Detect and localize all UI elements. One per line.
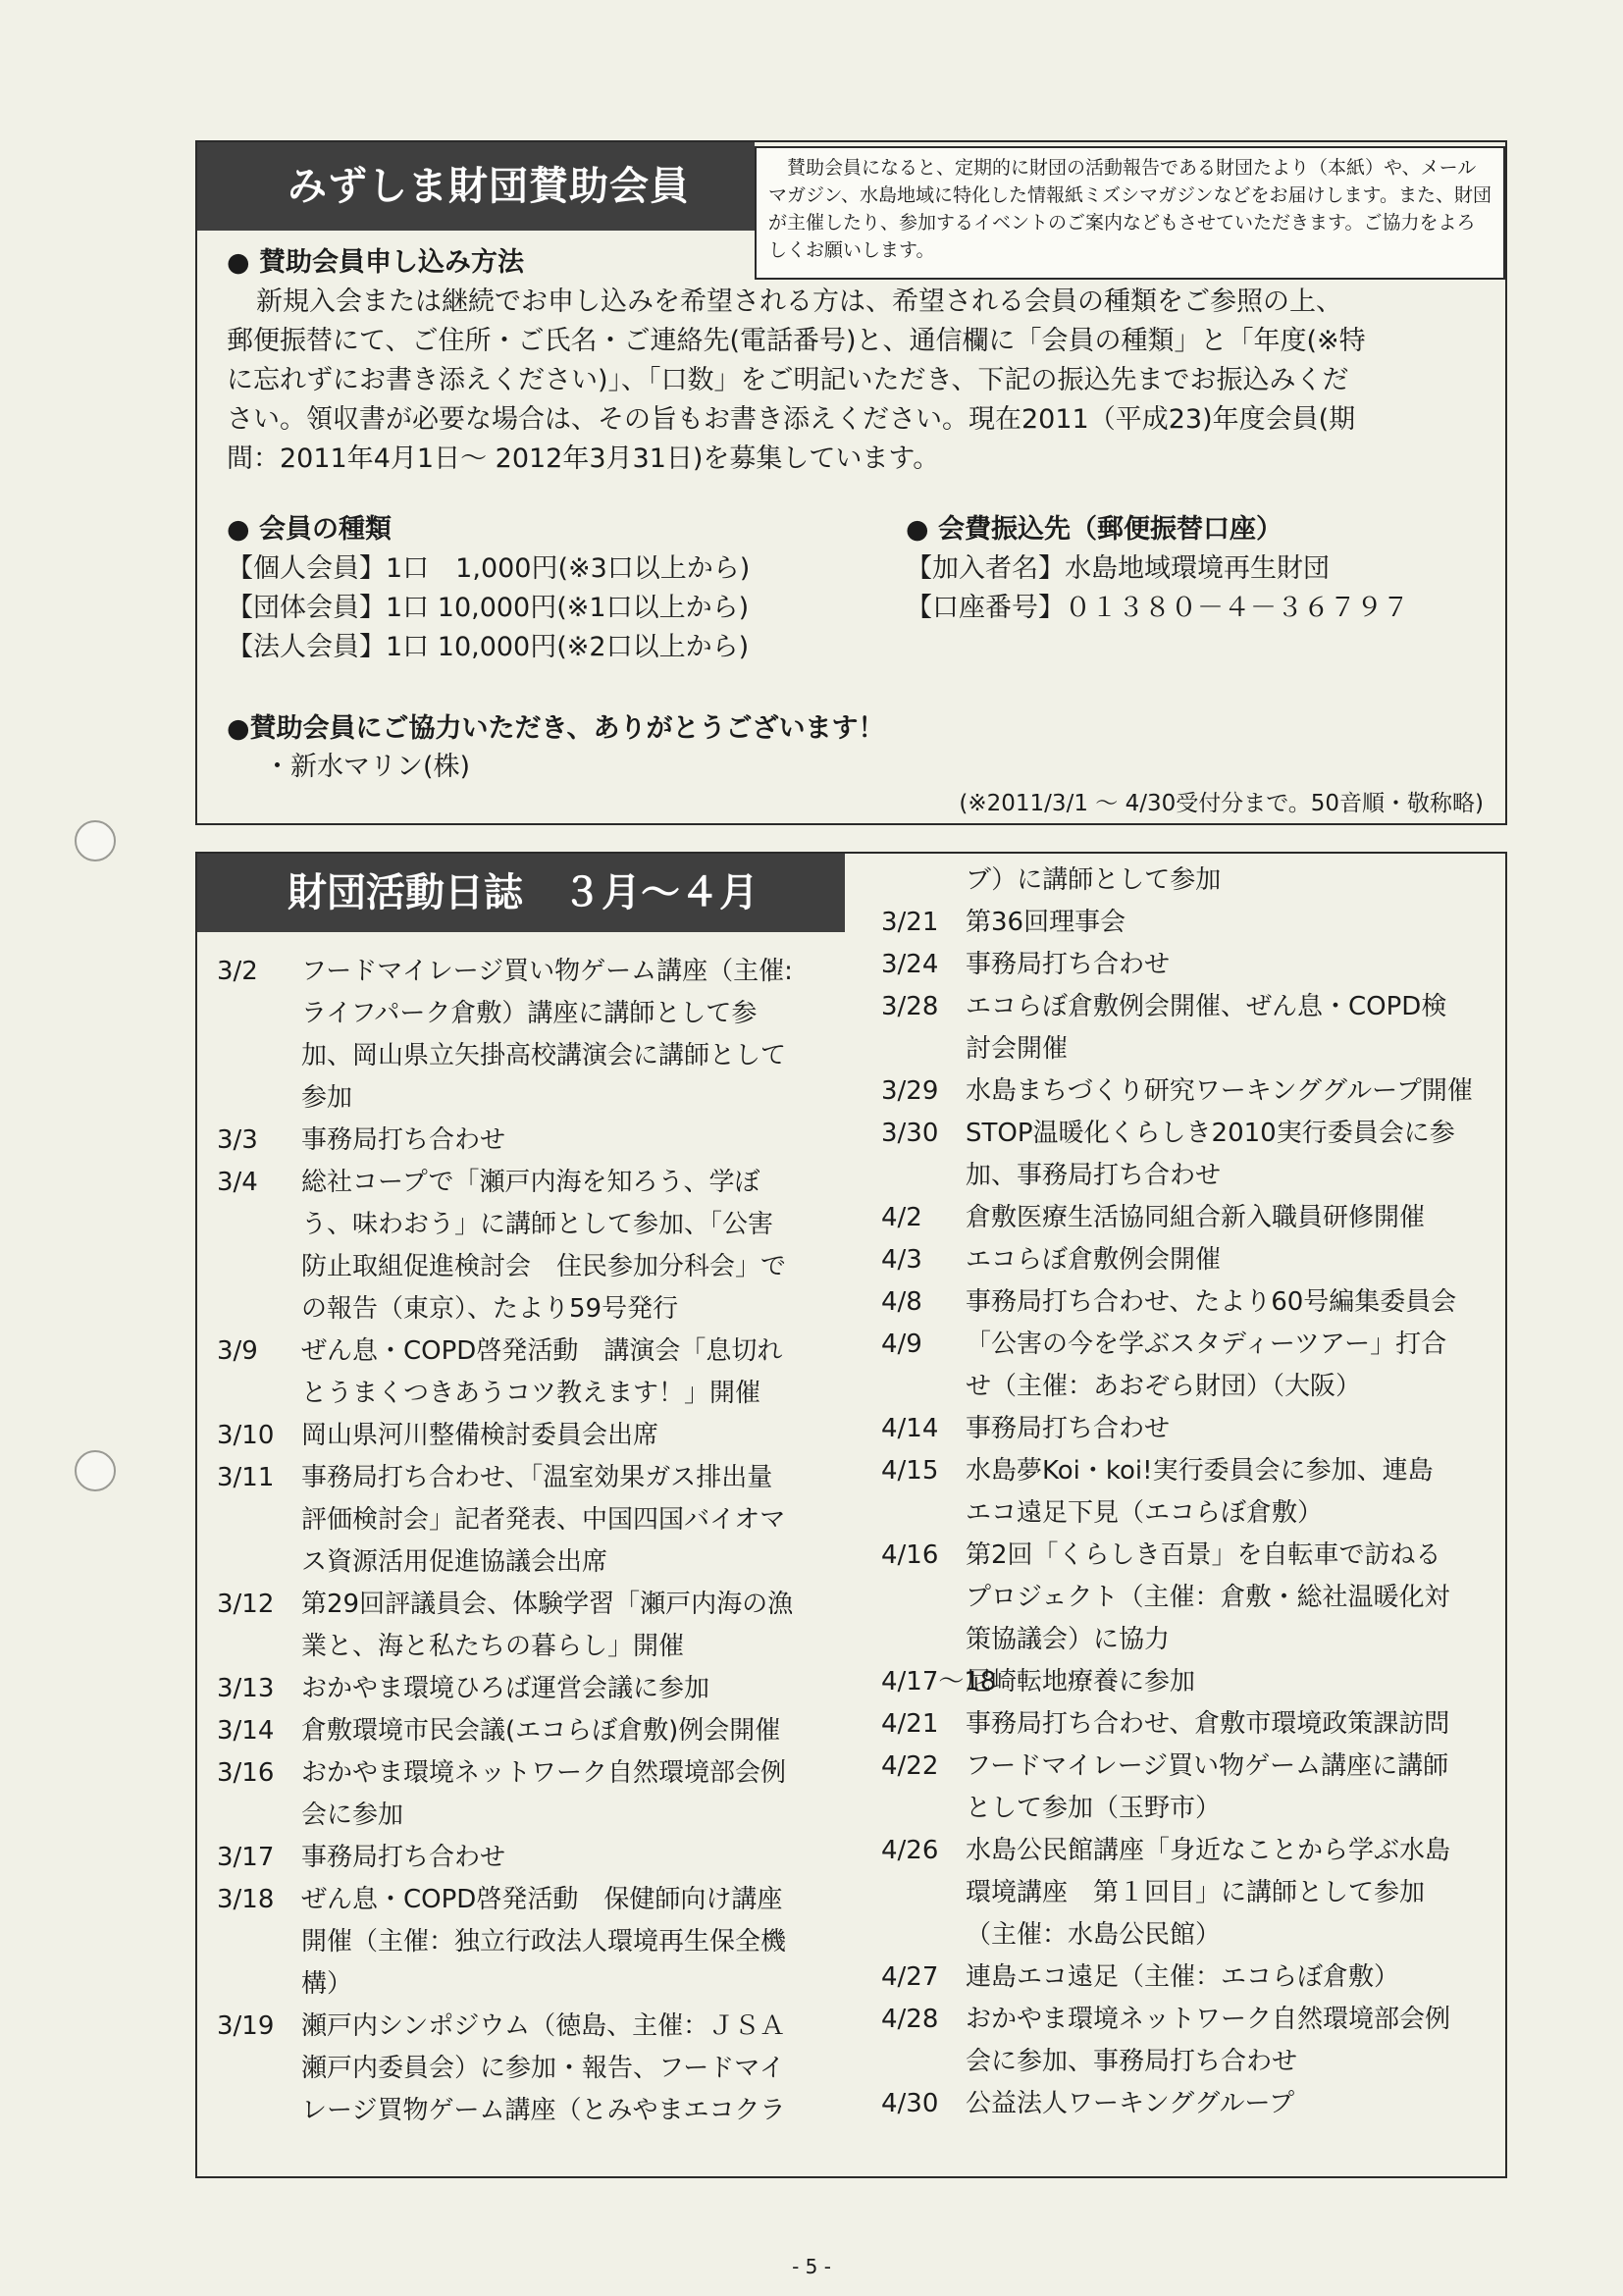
diary-entry-date: 4/30 — [881, 2089, 939, 2118]
diary-entry-text: 事務局打ち合わせ、たより60号編集委員会 — [966, 1287, 1457, 1317]
diary-entry — [217, 1710, 845, 1752]
diary-entry-date: 3/19 — [217, 2011, 275, 2041]
diary-entry-text: プロジェクト（主催：倉敷・総社温暖化対 — [966, 1583, 1450, 1612]
diary-entry-date: 4/9 — [881, 1330, 922, 1359]
payment-info — [906, 510, 1409, 628]
diary-entry-date: 4/22 — [881, 1751, 939, 1781]
thanks-note: (※2011/3/1 ～ 4/30受付分まで。50音順・敬称略) — [959, 791, 1484, 816]
diary-entry — [217, 1584, 845, 1668]
diary-entry-text: 第2回「くらしき百景」を自転車で訪ねる — [966, 1540, 1441, 1570]
diary-entry — [217, 951, 845, 1120]
payment-item: 【加入者名】水島地域環境再生財団 — [906, 553, 1330, 584]
diary-entry-text: 事務局打ち合わせ — [301, 1125, 506, 1155]
diary-entry-text: 業と、海と私たちの暮らし」開催 — [301, 1632, 685, 1661]
diary-entry-text: 第36回理事会 — [966, 908, 1126, 937]
activity-diary-box — [195, 852, 1507, 2178]
diary-entry-date: 4/26 — [881, 1836, 939, 1865]
diary-entry-text: 水島まちづくり研究ワーキンググループ開催 — [966, 1076, 1473, 1106]
apply-paragraph: 新規入会または継続でお申し込みを希望される方は、希望される会員の種類をご参照の上、 郵便振替にて、ご住所・ご氏名・ご連絡先(電話番号)と、通信欄に「会員の種類」と「年度(※特 に忘れずにお書き添えください)」、「口数」をご明記いただき、下記の振込先までお振込みくだ さい。領収書が必要な場合は、その旨もお書き添えください。現在2011（平成23)年度会員(期 間：2011年4月1日～ 2012年3月31日)を募集しています。 — [227, 287, 1366, 474]
diary-entry-text: ライフパーク倉敷）講座に講師として参 — [301, 999, 758, 1028]
diary-entry-text: 事務局打ち合わせ — [301, 1843, 506, 1872]
diary-entry-text: 開催（主催：独立行政法人環境再生保全機 — [301, 1927, 787, 1957]
diary-entry-text: として参加（玉野市） — [966, 1794, 1222, 1823]
diary-entry-date: 4/2 — [881, 1203, 922, 1232]
diary-entry-text: STOP温暖化くらしき2010実行委員会に参 — [966, 1119, 1455, 1148]
diary-entry — [881, 860, 1499, 902]
diary-entry — [881, 1535, 1499, 1661]
diary-entry-date: 4/14 — [881, 1414, 939, 1443]
diary-entry-date: 3/21 — [881, 908, 939, 937]
apply-heading: ● 賛助会員申し込み方法 — [227, 247, 524, 278]
diary-entry — [881, 944, 1499, 986]
diary-entry-date: 3/3 — [217, 1125, 258, 1155]
diary-entry — [881, 1703, 1499, 1746]
diary-entry-date: 3/11 — [217, 1463, 275, 1492]
diary-entry-text: 岡山県河川整備検討委員会出席 — [301, 1421, 659, 1450]
diary-title: 財団活動日誌 ３月～４月 — [197, 854, 845, 932]
diary-entry-text: （主催：水島公民館） — [966, 1920, 1222, 1950]
diary-entry-text: ぜん息・COPD啓発活動 保健師向け講座 — [301, 1885, 783, 1914]
diary-entry — [217, 1752, 845, 1837]
diary-entry-date: 3/10 — [217, 1421, 275, 1450]
diary-entry-text: 加、岡山県立矢掛高校講演会に講師として — [301, 1041, 787, 1070]
diary-entry — [881, 986, 1499, 1070]
diary-entry-text: 討会開催 — [966, 1034, 1069, 1064]
diary-entry-text: の報告（東京）、たより59号発行 — [301, 1294, 679, 1324]
diary-entry-date: 3/12 — [217, 1590, 275, 1619]
diary-entry-date: 3/24 — [881, 950, 939, 979]
diary-entry-text: 会に参加 — [301, 1800, 404, 1830]
diary-entry — [217, 2006, 845, 2132]
member-type-item: 【団体会員】1口 10,000円(※1口以上から) — [227, 593, 750, 623]
diary-entry-text: フードマイレージ買い物ゲーム講座に講師 — [966, 1751, 1449, 1781]
diary-entry-text: 倉敷医療生活協同組合新入職員研修開催 — [966, 1203, 1426, 1232]
diary-entry-text: 策協議会）に協力 — [966, 1625, 1171, 1654]
diary-entry-date: 4/3 — [881, 1245, 922, 1275]
diary-entry-date: 3/28 — [881, 992, 939, 1021]
diary-entry-text: 総社コープで「瀬戸内海を知ろう、学ぼ — [301, 1168, 760, 1197]
diary-entry-date: 3/13 — [217, 1674, 275, 1703]
diary-entry-text: う、味わおう」に講師として参加、「公害 — [301, 1210, 774, 1239]
diary-entry-text: 会に参加、事務局打ち合わせ — [966, 2047, 1298, 2076]
diary-entry — [881, 1661, 1499, 1703]
diary-entry — [217, 1162, 845, 1331]
diary-entry-text: 参加 — [301, 1083, 353, 1113]
diary-entry-text: 倉敷環境市民会議(エコらぼ倉敷)例会開催 — [301, 1716, 781, 1746]
diary-entry-text: おかやま環境ひろば運営会議に参加 — [301, 1674, 710, 1703]
member-types — [227, 510, 750, 667]
thanks-member: ・新水マリン(株) — [264, 752, 471, 782]
member-type-item: 【個人会員】1口 1,000円(※3口以上から) — [227, 553, 751, 584]
diary-entry-date: 3/4 — [217, 1168, 258, 1197]
diary-entry-date: 3/14 — [217, 1716, 275, 1746]
member-types-heading: ● 会員の種類 — [227, 514, 392, 545]
payment-heading: ● 会費振込先（郵便振替口座） — [906, 514, 1283, 545]
diary-entry-text: とうまくつきあうコツ教えます！」開催 — [301, 1379, 761, 1408]
diary-entry — [881, 1281, 1499, 1324]
diary-entry-date: 4/17～18 — [881, 1667, 997, 1696]
diary-entry-text: ス資源活用促進協議会出席 — [301, 1547, 608, 1577]
diary-entry-text: ブ）に講師として参加 — [966, 865, 1222, 895]
diary-entry-text: 事務局打ち合わせ、倉敷市環境政策課訪問 — [966, 1709, 1450, 1739]
diary-entry — [881, 1450, 1499, 1535]
diary-entry-date: 4/28 — [881, 2005, 939, 2034]
diary-entry — [881, 1830, 1499, 1957]
diary-entry — [217, 1331, 845, 1415]
diary-entry — [217, 1668, 845, 1710]
diary-entry-text: 加、事務局打ち合わせ — [966, 1161, 1222, 1190]
diary-entry-text: 瀬戸内委員会）に参加・報告、フードマイ — [301, 2054, 785, 2083]
diary-entry-text: せ（主催：あおぞら財団）（大阪） — [966, 1372, 1362, 1401]
diary-entry-text: レージ買物ゲーム講座（とみやまエコクラ — [301, 2096, 786, 2125]
diary-entry — [881, 1324, 1499, 1408]
page-number: - 5 - — [792, 2255, 831, 2278]
diary-entry-text: 第29回評議員会、体験学習「瀬戸内海の漁 — [301, 1590, 794, 1619]
diary-entry — [217, 1837, 845, 1879]
diary-entry-text: エコらぼ倉敷例会開催 — [966, 1245, 1222, 1275]
binder-hole-bottom — [75, 1450, 116, 1491]
diary-entry-date: 4/16 — [881, 1540, 939, 1570]
diary-entry — [217, 1120, 845, 1162]
diary-entry — [881, 1113, 1499, 1197]
support-member-box — [195, 140, 1507, 825]
diary-entry — [881, 1197, 1499, 1239]
diary-entry-text: エコらぼ倉敷例会開催、ぜん息・COPD検 — [966, 992, 1447, 1021]
diary-entry-date: 3/2 — [217, 957, 258, 986]
diary-entry-date: 4/21 — [881, 1709, 939, 1739]
diary-entry-text: ぜん息・COPD啓発活動 講演会「息切れ — [301, 1336, 783, 1366]
diary-entry-text: 瀬戸内シンポジウム（徳島、主催：ＪＳＡ — [301, 2011, 786, 2041]
diary-entry — [881, 1239, 1499, 1281]
diary-entry-date: 4/15 — [881, 1456, 939, 1486]
diary-entry-text: 連島エコ遠足（主催：エコらぼ倉敷） — [966, 1962, 1400, 1992]
diary-entry — [217, 1457, 845, 1584]
diary-entry-date: 3/18 — [217, 1885, 275, 1914]
diary-entry — [217, 1415, 845, 1457]
diary-entry-text: 水島公民館講座「身近なことから学ぶ水島 — [966, 1836, 1451, 1865]
binder-hole-top — [75, 820, 116, 861]
thanks-heading: ●賛助会員にご協力いただき、ありがとうございます！ — [227, 713, 885, 744]
diary-entry-date: 3/16 — [217, 1758, 275, 1788]
diary-entry-date: 3/9 — [217, 1336, 258, 1366]
diary-entry-text: おかやま環境ネットワーク自然環境部会例 — [301, 1758, 787, 1788]
diary-entry — [881, 1746, 1499, 1830]
diary-entry-text: エコ遠足下見（エコらぼ倉敷） — [966, 1498, 1324, 1528]
diary-entry-date: 3/29 — [881, 1076, 939, 1106]
diary-entry — [881, 1957, 1499, 1999]
diary-entry-text: フードマイレージ買い物ゲーム講座（主催: — [301, 957, 793, 986]
diary-entry-date: 4/8 — [881, 1287, 922, 1317]
diary-entry-text: 公益法人ワーキンググループ — [966, 2089, 1295, 2118]
diary-entry — [881, 2083, 1499, 2125]
diary-entry-text: 「公害の今を学ぶスタディーツアー」打合 — [966, 1330, 1447, 1359]
diary-entry-date: 4/27 — [881, 1962, 939, 1992]
diary-right-column — [881, 860, 1499, 2125]
diary-entry-date: 3/17 — [217, 1843, 275, 1872]
diary-entry — [881, 1070, 1499, 1113]
diary-entry-text: 尼崎転地療養に参加 — [966, 1667, 1196, 1696]
diary-entry-text: 構） — [301, 1969, 353, 1999]
diary-entry-text: 水島夢Koi・koi!実行委員会に参加、連島 — [966, 1456, 1434, 1486]
diary-entry-text: 防止取組促進検討会 住民参加分科会」で — [301, 1252, 787, 1281]
diary-entry — [881, 902, 1499, 944]
diary-entry-text: 評価検討会」記者発表、中国四国バイオマ — [301, 1505, 786, 1535]
payment-item: 【口座番号】０１３８０－４－３６７９７ — [906, 593, 1409, 623]
diary-entry-text: 事務局打ち合わせ — [966, 950, 1171, 979]
diary-entry-text: 事務局打ち合わせ — [966, 1414, 1171, 1443]
diary-entry-text: 環境講座 第１回目」に講師として参加 — [966, 1878, 1426, 1907]
diary-entry-date: 3/30 — [881, 1119, 939, 1148]
diary-entry-text: 事務局打ち合わせ、「温室効果ガス排出量 — [301, 1463, 773, 1492]
support-member-intro: 賛助会員になると、定期的に財団の活動報告である財団たより（本紙）や、メールマガジン、水島地域に特化した情報紙ミズシマガジンなどをお届けします。また、財団が主催したり、参加するイベントのご案内などもさせていただきます。ご協力をよろしくお願いします。 — [755, 146, 1505, 280]
diary-entry — [881, 1999, 1499, 2083]
support-member-title: みずしま財団賛助会員 — [197, 142, 755, 231]
diary-entry-text: おかやま環境ネットワーク自然環境部会例 — [966, 2005, 1451, 2034]
diary-entry — [217, 1879, 845, 2006]
member-type-item: 【法人会員】1口 10,000円(※2口以上から) — [227, 632, 750, 662]
diary-left-column — [217, 951, 845, 2132]
diary-entry — [881, 1408, 1499, 1450]
